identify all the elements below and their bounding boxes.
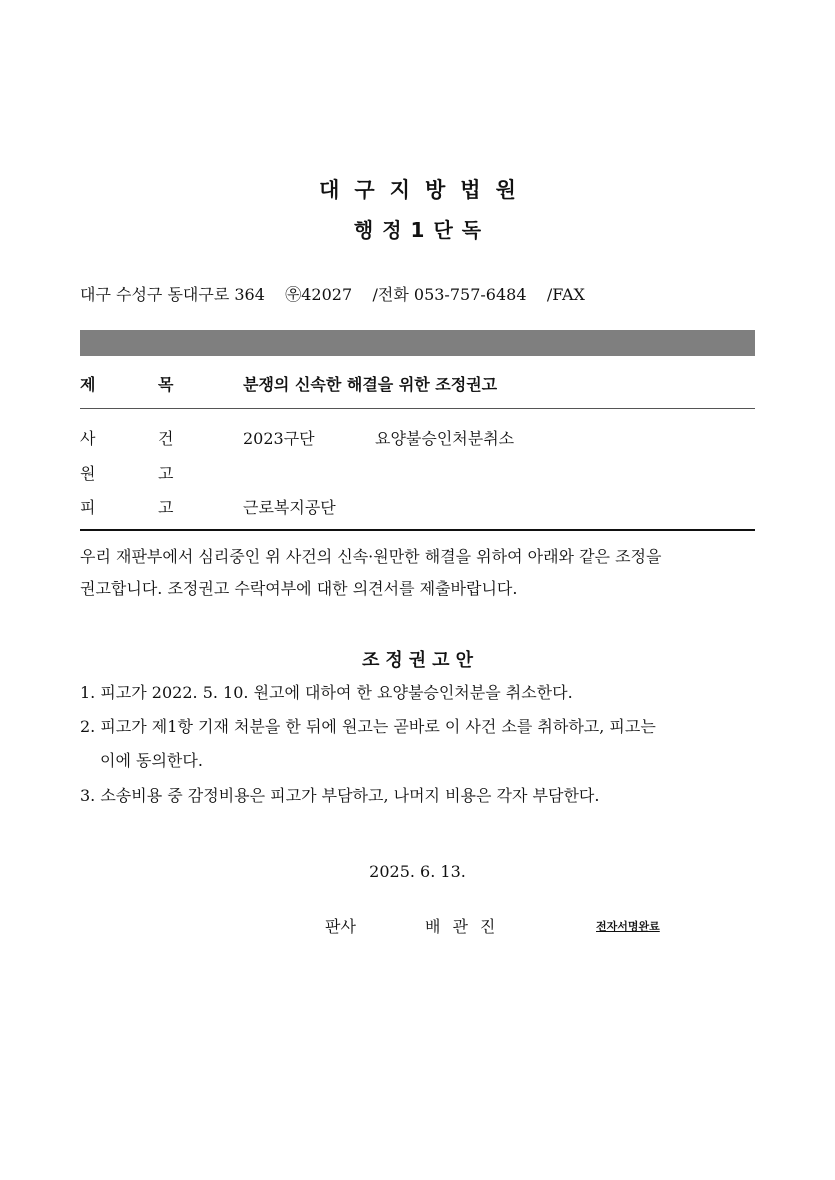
division-name: 행정1단독 (353, 218, 491, 242)
defendant-name: 근로복지공단 (243, 498, 336, 517)
postal-code: ㉾42027 (285, 285, 353, 304)
header-bar (80, 330, 755, 356)
case-label-2: 건 (158, 429, 174, 448)
judge-title: 판사 (325, 917, 356, 936)
address-location: 대구 수성구 동대구로 364 (80, 285, 265, 304)
defendant-label-1: 피 (80, 498, 96, 517)
intro-line-2: 권고합니다. 조정권고 수락여부에 대한 의견서를 제출바랍니다. (80, 579, 518, 598)
court-name: 대구지방법원 (319, 178, 531, 202)
judge-name: 배관진 (425, 917, 508, 936)
intro-line-1: 우리 재판부에서 심리중인 위 사건의 신속·원만한 해결을 위하여 아래와 같은 조정을 (80, 547, 662, 566)
case-label-1: 사 (80, 429, 96, 448)
plaintiff-label-1: 원 (80, 464, 96, 483)
plan-item-2-cont: 이에 동의한다. (100, 751, 203, 770)
plan-item-2: 2. 피고가 제1항 기재 처분을 한 뒤에 원고는 곧바로 이 사건 소를 취하하고, 피고는 (80, 717, 656, 736)
subject-label-1: 제 (80, 375, 96, 394)
plan-title: 조정권고안 (362, 650, 479, 671)
case-name: 요양불승인처분취소 (375, 429, 515, 448)
plaintiff-label-2: 고 (158, 464, 174, 483)
divider-thick (80, 529, 755, 531)
court-address-line (80, 282, 585, 305)
defendant-label-2: 고 (158, 498, 174, 517)
e-signature-stamp: 전자서명완료 (596, 920, 660, 933)
subject-title: 분쟁의 신속한 해결을 위한 조정권고 (243, 375, 498, 394)
subject-label-2: 목 (158, 375, 174, 394)
divider-thin (80, 408, 755, 409)
document-date: 2025. 6. 13. (369, 862, 466, 881)
phone-number: /전화 053-757-6484 (372, 285, 527, 304)
fax-label: /FAX (546, 285, 585, 304)
case-number: 2023구단 (243, 429, 315, 448)
plan-item-3: 3. 소송비용 중 감정비용은 피고가 부담하고, 나머지 비용은 각자 부담한다. (80, 786, 600, 805)
plan-item-1: 1. 피고가 2022. 5. 10. 원고에 대하여 한 요양불승인처분을 취소한다. (80, 683, 573, 702)
